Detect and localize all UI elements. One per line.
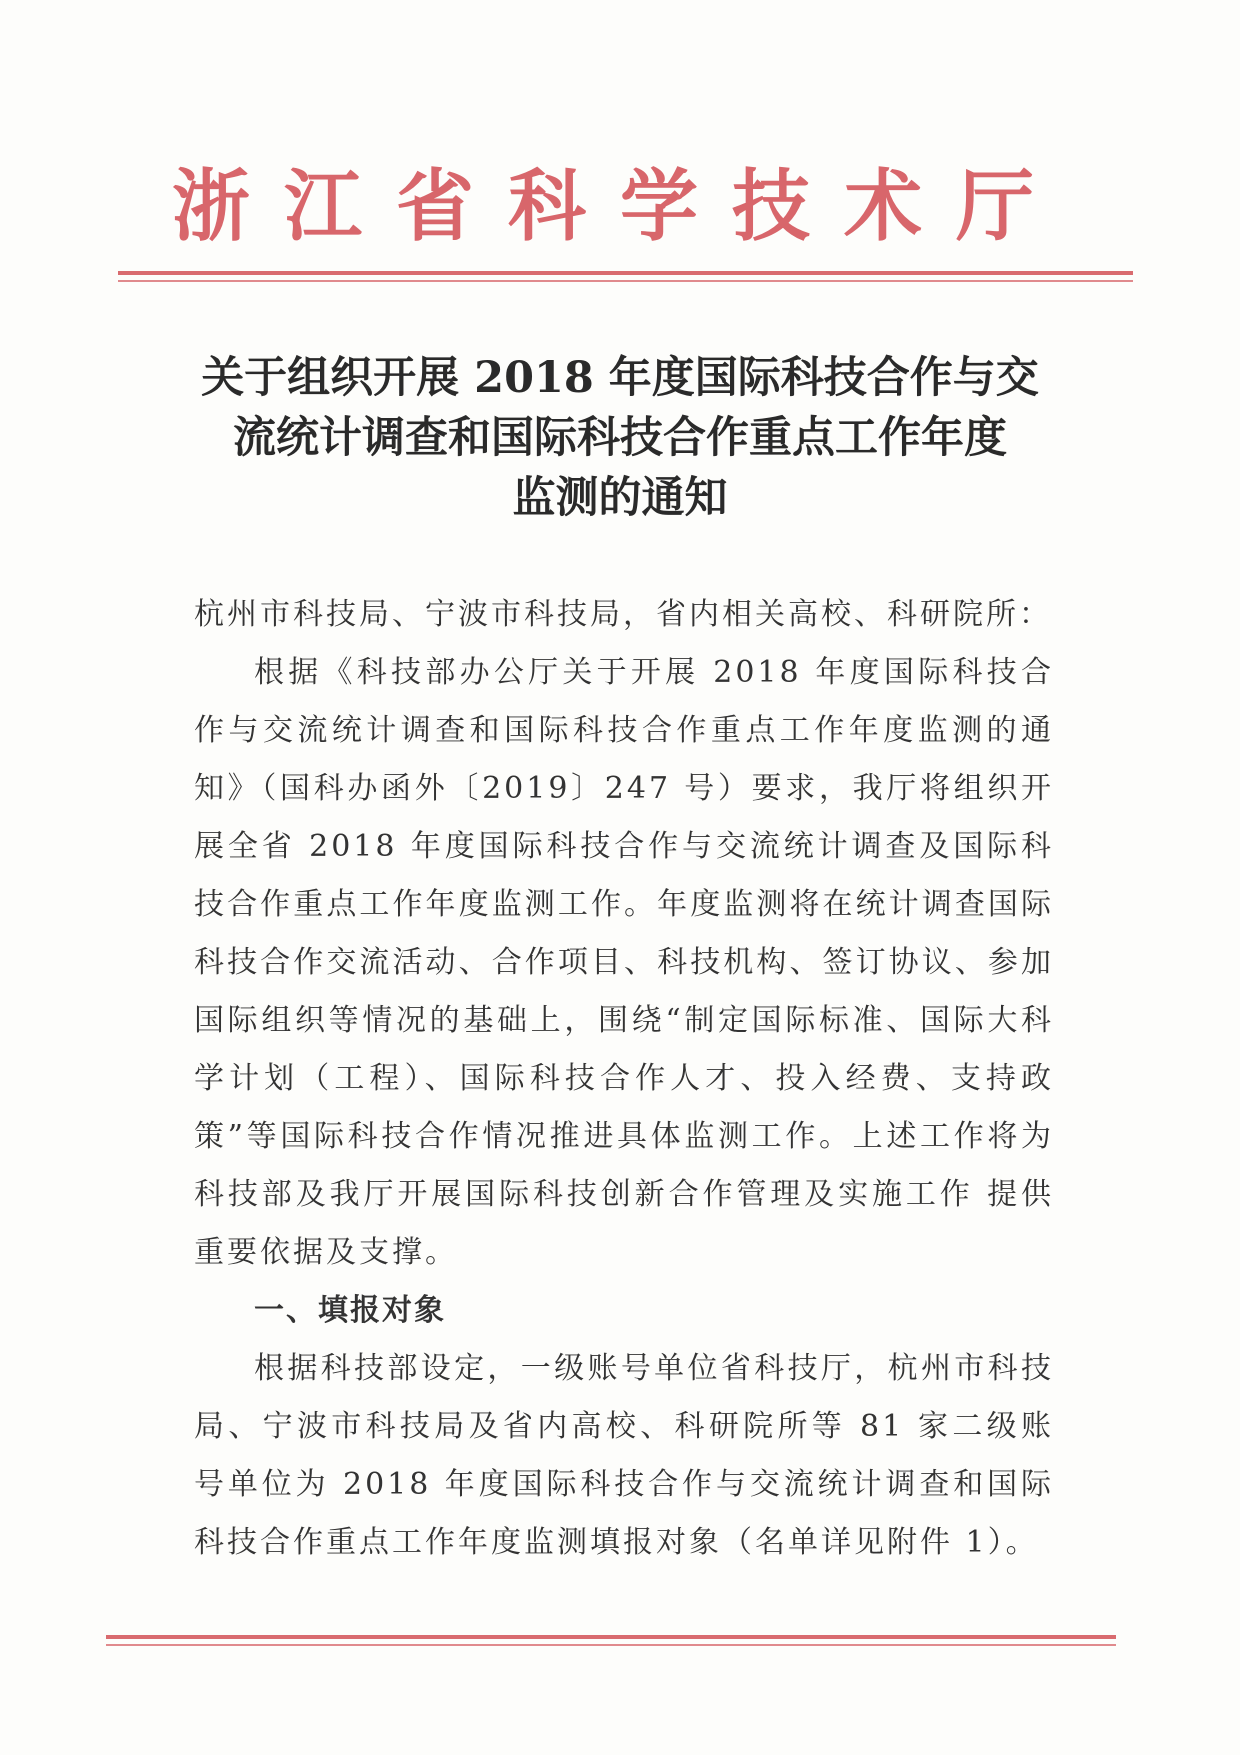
letterhead-rule-thin — [118, 280, 1133, 282]
title-line-1: 关于组织开展 2018 年度国际科技合作与交 — [201, 353, 1039, 403]
letterhead-org-name: 浙江省科学技术厅 — [171, 161, 1068, 252]
section-1-text: 根据科技部设定，一级账号单位省科技厅，杭州市科技局、宁波市科技局及省内高校、科研院所等 81 家二级账号单位为 2018 年度国际科技合作与交流统计调查和国际科技合作重点工作年度监测填报对象（名单详见附件 1）。 — [194, 1351, 1054, 1560]
addressee-line: 杭州市科技局、宁波市科技局，省内相关高校、科研院所： — [194, 597, 1052, 632]
footer-rule-thin — [106, 1644, 1116, 1646]
title-line-2: 流统计调查和国际科技合作重点工作年度 — [233, 413, 1007, 463]
title-line-3: 监测的通知 — [512, 473, 728, 523]
notice-body — [194, 586, 1054, 1572]
body-paragraph-1: 根据《科技部办公厅关于开展 2018 年度国际科技合作与交流统计调查和国际科技合作重点工作年度监测的通知》（国科办函外〔2019〕247 号）要求，我厅将组织开展全省 2018 年度国际科技合作与交流统计调查及国际科技合作重点工作年度监测工作。年度监测将在统计调查国际科技合作交流活动、合作项目、科技机构、签订协议、参加国际组织等情况的基础上，围绕“制定国际标准、国际大科学计划（工程）、国际科技合作人才、投入经费、支持政策”等国际科技合作情况推进具体监测工作。上述工作将为科技部及我厅开展国际科技创新合作管理及实施工作 提供重要依据及支撑。 — [194, 655, 1054, 1270]
letterhead-rule-thick — [118, 271, 1133, 275]
notice-title — [0, 348, 1240, 528]
section-1-heading: 一、填报对象 — [254, 1293, 446, 1328]
footer-rule-thick — [106, 1635, 1116, 1639]
